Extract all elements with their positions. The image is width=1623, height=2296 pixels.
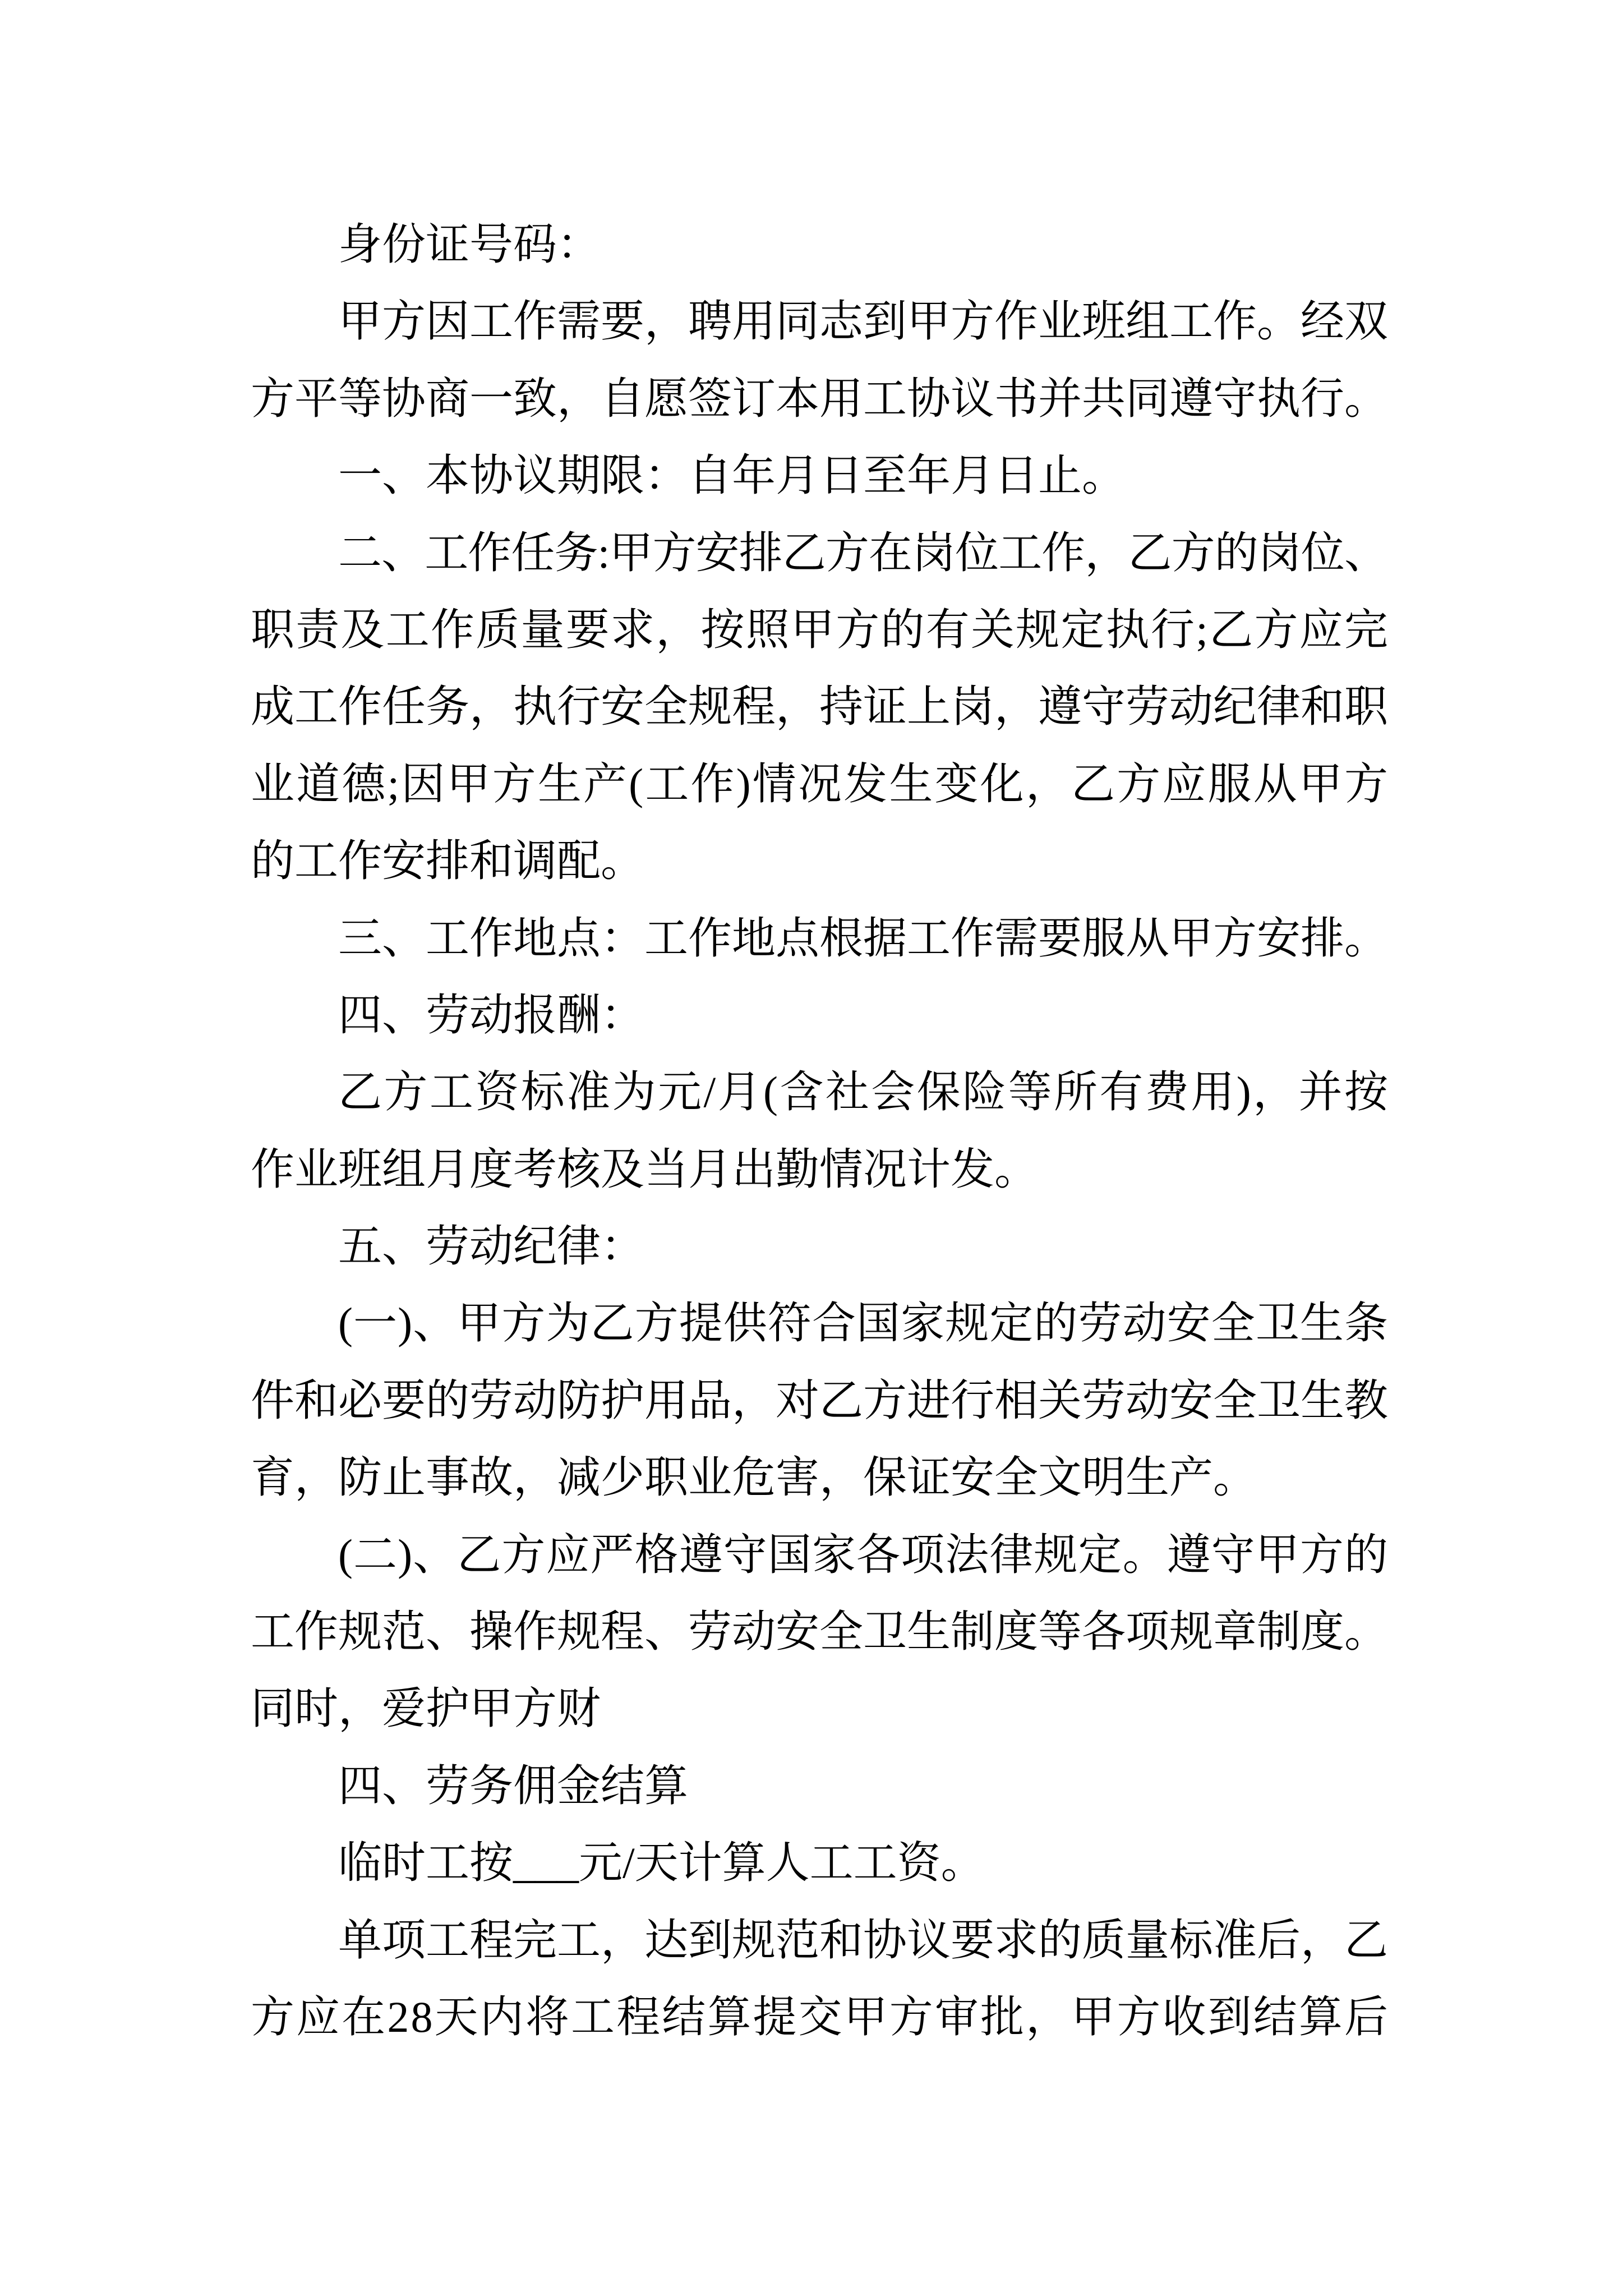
text-line: 四、劳务佣金结算	[338, 1761, 689, 1810]
text-line: 身份证号码：	[338, 220, 601, 269]
discipline-item-1	[251, 1285, 1388, 1516]
heading-commission-settlement	[251, 1747, 1388, 1824]
text-line: 的工作安排和调配。	[251, 836, 645, 886]
text-line: 育，防止事故，减少职业危害，保证安全文明生产。	[251, 1453, 1257, 1502]
text-line: 件和必要的劳动防护用品，对乙方进行相关劳动安全卫生教	[251, 1375, 1388, 1425]
temp-worker-rate	[251, 1824, 1388, 1901]
heading-labor-discipline	[251, 1208, 1388, 1285]
clause-work-task	[251, 514, 1388, 900]
text-line: 一、本协议期限：自年月日至年月日止。	[338, 451, 1126, 500]
text-line: 单项工程完工，达到规范和协议要求的质量标准后，乙	[338, 1915, 1388, 1964]
text-line: (二)、乙方应严格遵守国家各项法律规定。遵守甲方的	[338, 1530, 1389, 1579]
discipline-item-2	[251, 1516, 1388, 1747]
text-line: 乙方工资标准为元/月(含社会保险等所有费用)，并按	[338, 1068, 1390, 1117]
text-line: 四、劳动报酬：	[338, 990, 645, 1039]
text-line: 成工作任务，执行安全规程，持证上岗，遵守劳动纪律和职	[251, 682, 1388, 731]
text-line: 同时，爱护甲方财	[251, 1684, 601, 1733]
clause-work-location	[251, 900, 1388, 977]
text-line: 业道德;因甲方生产(工作)情况发生变化，乙方应服从甲方	[251, 759, 1390, 808]
intro-paragraph	[251, 283, 1388, 437]
text-line: 五、劳动纪律：	[338, 1222, 645, 1271]
clause-term	[251, 437, 1388, 514]
settlement-paragraph	[251, 1902, 1388, 2056]
text-line: 工作规范、操作规程、劳动安全卫生制度等各项规章制度。	[251, 1607, 1388, 1657]
text-line: 甲方因工作需要，聘用同志到甲方作业班组工作。经双	[338, 297, 1388, 346]
id-number-paragraph	[251, 206, 1388, 283]
text-line: 方应在28天内将工程结算提交甲方审批，甲方收到结算后	[251, 1992, 1390, 2041]
remuneration-paragraph	[251, 1053, 1388, 1208]
text-line: 临时工按___元/天计算人工工资。	[338, 1838, 985, 1888]
heading-remuneration	[251, 977, 1388, 1053]
document-body	[251, 206, 1388, 2055]
text-line: (一)、甲方为乙方提供符合国家规定的劳动安全卫生条	[338, 1299, 1389, 1348]
text-line: 职责及工作质量要求，按照甲方的有关规定执行;乙方应完	[251, 605, 1390, 654]
text-line: 方平等协商一致，自愿签订本用工协议书并共同遵守执行。	[251, 374, 1388, 423]
text-line: 二、工作任务:甲方安排乙方在岗位工作，乙方的岗位、	[338, 528, 1388, 577]
text-line: 三、工作地点：工作地点根据工作需要服从甲方安排。	[338, 913, 1388, 963]
text-line: 作业班组月度考核及当月出勤情况计发。	[251, 1144, 1039, 1194]
